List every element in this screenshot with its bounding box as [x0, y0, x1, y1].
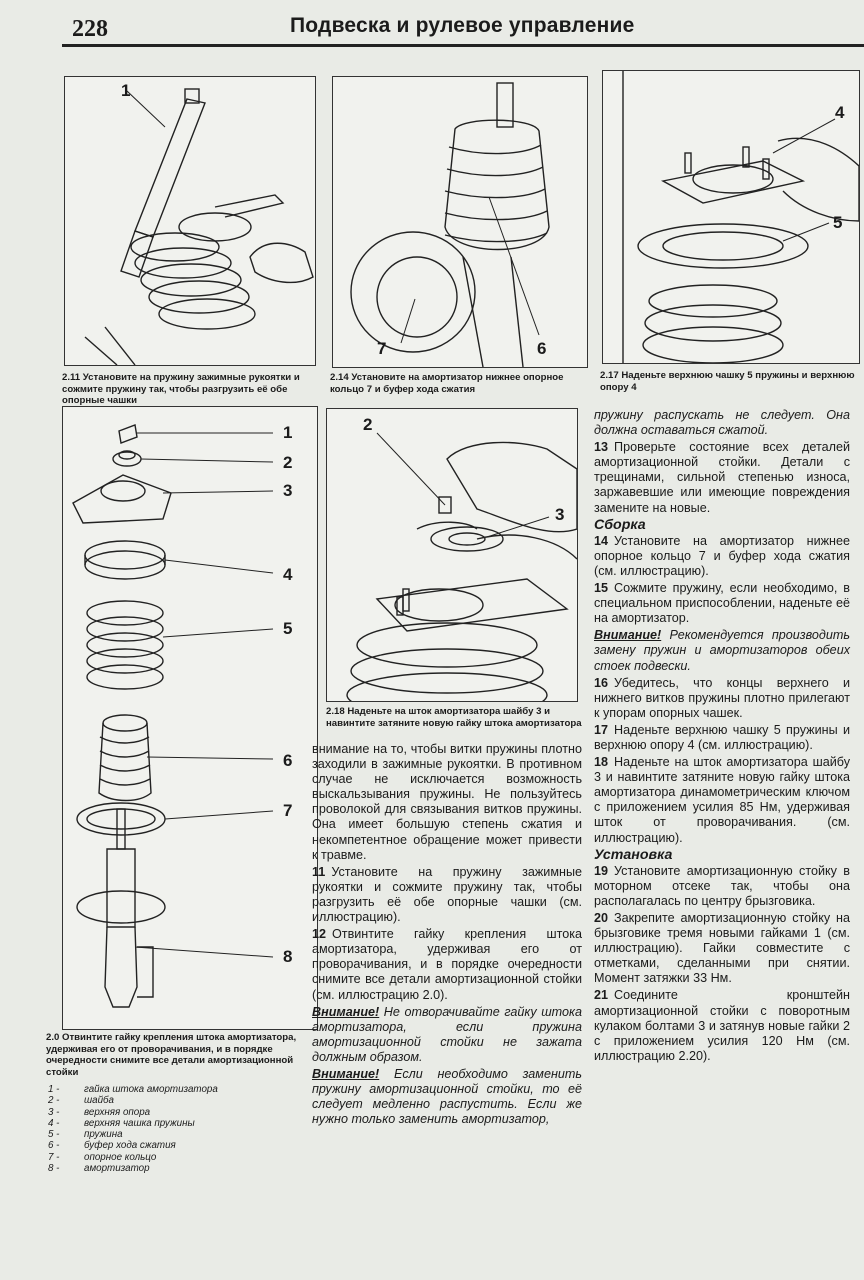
figure-2-14-label-6: 6 — [537, 339, 547, 358]
figure-2-11-caption: 2.11 Установите на пружину зажимные рукоятки и сожмите пружину так, чтобы разгрузить её обе опорные чашки — [62, 372, 300, 407]
figure-2-18-illustration — [327, 409, 577, 701]
figure-2-14 — [332, 76, 588, 368]
figure-2-0 — [62, 406, 318, 1030]
figure-2-11 — [64, 76, 316, 366]
figure-2-0-label-6: 6 — [283, 751, 293, 770]
figure-2-0-caption: 2.0 Отвинтите гайку крепления штока амортизатора, удерживая его от проворачивания, и в порядке очередности снимите все детали амортизационной стойки — [46, 1032, 297, 1078]
figure-2-14-label-7: 7 — [377, 339, 387, 358]
figure-2-18 — [326, 408, 578, 702]
page-number: 228 — [72, 16, 108, 42]
step-12: 12 Отвинтите гайку крепления штока амортизатора, удерживая его от проворачивания, и в порядке очередности снимите все детали амортизационной стойки (см. иллюстрацию 2.0). — [312, 927, 582, 1002]
step-19: 19 Установите амортизационную стойку в моторном отсеке так, чтобы она располагалась по центру брызговика. — [594, 863, 850, 908]
figure-2-0-label-8: 8 — [283, 947, 293, 966]
page-header: Подвеска и рулевое управление — [290, 14, 635, 37]
section-heading-installation: Установка — [594, 846, 673, 863]
right-column-text — [594, 408, 850, 1066]
step-20: 20 Закрепите амортизационную стойку на брызговике тремя новыми гайками 1 (см. иллюстрацию). Гайки совместите с отметками, сделанными при снятии. Момент затяжки 33 Нм. — [594, 911, 850, 986]
step-21: 21 Соедините кронштейн амортизационной стойки с поворотным кулаком болтами 3 и затянув новые гайки 2 с приложением усилия 120 Нм (см. иллюстрацию 2.20). — [594, 988, 850, 1063]
header-rule — [62, 44, 864, 47]
step-16: 16 Убедитесь, что концы верхнего и нижнего витков пружины плотно прилегают к упорам опорных чашек. — [594, 675, 850, 720]
legend-item: 3 - верхняя опора — [48, 1106, 151, 1118]
figure-2-14-illustration — [333, 77, 587, 367]
warning-spring: Внимание! Если необходимо заменить пружину амортизационной стойки, то её следует медленно распустить. Если же нужно только заменить амортизатор, — [312, 1066, 582, 1127]
paragraph-continuation: внимание на то, чтобы витки пружины плотно заходили в зажимные рукоятки. В противном случае не исключается возможность выскальзывания пружины. Не пользуйтесь проволокой для связывания витков пружины. Она имеет большую степень сжатия и некомпетентное обращение может привести к травме. — [312, 742, 582, 862]
figure-2-0-label-5: 5 — [283, 619, 293, 638]
figure-2-17-caption: 2.17 Наденьте верхнюю чашку 5 пружины и верхнюю опору 4 — [600, 370, 855, 393]
figure-2-17 — [602, 70, 860, 364]
figure-2-0-label-7: 7 — [283, 801, 293, 820]
step-18: 18 Наденьте на шток амортизатора шайбу 3 и навинтите затяните новую гайку штока амортизатора динамометрическим ключом с приложением усилия 85 Нм, удерживая шток от проворачивания. (см. иллюстрацию). — [594, 755, 850, 845]
warning-replace: Внимание! Рекомендуется производить замену пружин и амортизаторов обеих стоек подвески. — [594, 628, 850, 673]
legend-item: 8 - амортизатор — [48, 1163, 150, 1175]
step-11: 11 Установите на пружину зажимные рукоятки и сожмите пружину так, чтобы разгрузить её обе опорные чашки (см. иллюстрацию). — [312, 864, 582, 925]
legend-item: 7 - опорное кольцо — [48, 1151, 157, 1163]
figure-2-18-caption: 2.18 Наденьте на шток амортизатора шайбу 3 и навинтите затяните новую гайку штока амортизатора — [326, 706, 582, 729]
legend-item: 2 - шайба — [48, 1095, 114, 1107]
middle-column-text — [312, 742, 582, 1129]
figure-2-0-label-3: 3 — [283, 481, 293, 500]
figure-2-0-label-2: 2 — [283, 453, 293, 472]
warning-nut: Внимание! Не отворачивайте гайку штока амортизатора, если пружина амортизационной стойки не зажата должным образом. — [312, 1004, 582, 1064]
figure-2-17-illustration — [603, 71, 859, 363]
figure-2-17-label-5: 5 — [833, 213, 843, 232]
legend-item: 4 - верхняя чашка пружины — [48, 1117, 195, 1129]
figure-2-0-label-1: 1 — [283, 423, 293, 442]
figure-2-0-illustration — [63, 407, 317, 1029]
step-13: 13 Проверьте состояние всех деталей амортизационной стойки. Детали с трещинами, сильной степенью износа, заржавевшие или имеющие повреждения замените на новые. — [594, 440, 850, 515]
figure-2-0-legend — [48, 1084, 288, 1174]
step-14: 14 Установите на амортизатор нижнее опорное кольцо 7 и буфер хода сжатия (см. иллюстрацию). — [594, 533, 850, 578]
figure-2-17-label-4: 4 — [835, 103, 845, 122]
figure-2-18-label-3: 3 — [555, 505, 565, 524]
figure-2-11-label-1: 1 — [121, 81, 131, 100]
step-15: 15 Сожмите пружину, если необходимо, в специальном приспособлении, наденьте её на амортизатор. — [594, 581, 850, 626]
figure-2-14-caption: 2.14 Установите на амортизатор нижнее опорное кольцо 7 и буфер хода сжатия — [330, 372, 564, 395]
note-continuation: пружину распускать не следует. Она должна оставаться сжатой. — [594, 408, 850, 438]
legend-item: 6 - буфер хода сжатия — [48, 1140, 176, 1152]
figure-2-11-illustration — [65, 77, 315, 365]
step-17: 17 Наденьте верхнюю чашку 5 пружины и верхнюю опору 4 (см. иллюстрацию). — [594, 722, 850, 752]
legend-item: 5 - пружина — [48, 1129, 123, 1141]
legend-item: 1 - гайка штока амортизатора — [48, 1084, 218, 1095]
figure-2-18-label-2: 2 — [363, 415, 373, 434]
section-heading-assembly: Сборка — [594, 516, 646, 533]
figure-2-0-label-4: 4 — [283, 565, 293, 584]
